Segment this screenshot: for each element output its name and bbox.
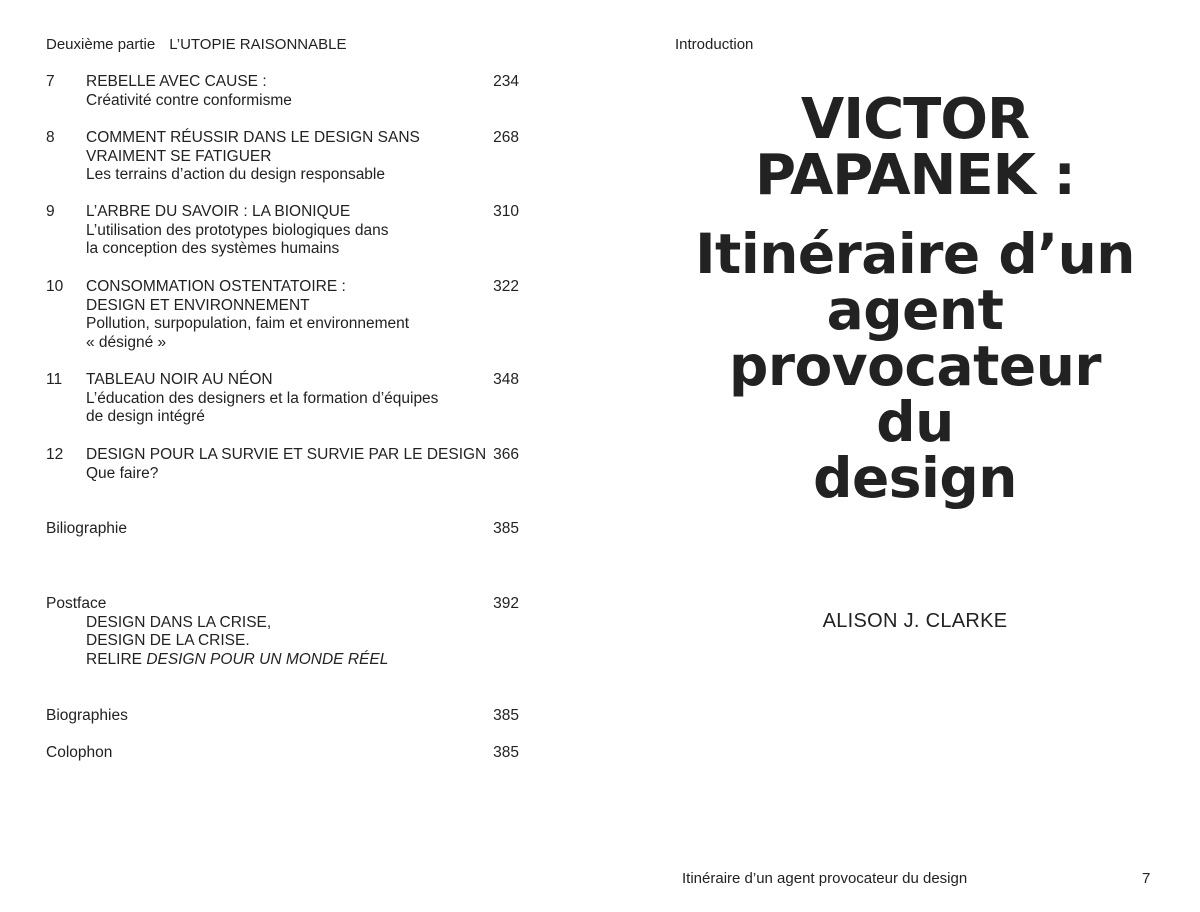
author-name: ALISON J. CLARKE bbox=[822, 610, 1008, 632]
chapter-page-number: 268 bbox=[493, 129, 519, 146]
footer-running-title: Itinéraire d’un agent provocateur du design bbox=[682, 870, 968, 887]
postface-label: Postface bbox=[46, 595, 107, 612]
chapter-page-number: 234 bbox=[493, 73, 519, 90]
chapter-title-line-1: CONSOMMATION OSTENTATOIRE : bbox=[86, 278, 346, 295]
subtitle-line-5: design bbox=[813, 446, 1017, 510]
subtitle-line-4: du bbox=[876, 390, 954, 454]
title-line-2: PAPANEK : bbox=[755, 143, 1075, 208]
chapter-title-line-1: COMMENT RÉUSSIR DANS LE DESIGN SANS bbox=[86, 129, 420, 146]
chapter-number: 8 bbox=[46, 129, 55, 146]
title-subject-name bbox=[600, 87, 1200, 208]
chapter-title: TABLEAU NOIR AU NÉON bbox=[86, 371, 273, 388]
chapter-title-line-2: DESIGN ET ENVIRONNEMENT bbox=[86, 296, 310, 314]
bibliography-page-number: 385 bbox=[493, 520, 519, 537]
chapter-subtitle-line-2: de design intégré bbox=[86, 408, 205, 426]
chapter-number: 12 bbox=[46, 446, 64, 463]
biographies-label: Biographies bbox=[46, 707, 128, 724]
part-title: L’UTOPIE RAISONNABLE bbox=[169, 36, 347, 53]
chapter-page-number: 366 bbox=[493, 446, 519, 463]
subtitle-line-1: Itinéraire d’un bbox=[695, 222, 1135, 286]
chapter-subtitle-line-2: « désigné » bbox=[86, 334, 167, 352]
folio-page-number: 7 bbox=[1142, 870, 1151, 887]
postface-title-line-3 bbox=[86, 651, 486, 670]
chapter-subtitle-line-2: la conception des systèmes humains bbox=[86, 240, 340, 258]
title-line-1: VICTOR bbox=[800, 87, 1030, 152]
title-subtitle bbox=[600, 222, 1200, 510]
chapter-title: DESIGN POUR LA SURVIE ET SURVIE PAR LE DESIGN bbox=[86, 446, 487, 463]
colophon-page-number: 385 bbox=[493, 744, 519, 761]
colophon-label: Colophon bbox=[46, 744, 113, 761]
postface-title bbox=[86, 614, 486, 670]
toc-entry-postface bbox=[46, 595, 519, 675]
subtitle-line-2: agent bbox=[826, 278, 1004, 342]
postface-book-title: DESIGN POUR UN MONDE RÉEL bbox=[146, 651, 389, 669]
running-head: Introduction bbox=[675, 36, 754, 53]
bibliography-label: Biliographie bbox=[46, 520, 127, 537]
postface-page-number: 392 bbox=[493, 595, 519, 612]
postface-line-3-prefix: RELIRE bbox=[86, 651, 147, 669]
chapter-subtitle: Que faire? bbox=[86, 464, 159, 482]
chapter-title: L’ARBRE DU SAVOIR : LA BIONIQUE bbox=[86, 203, 351, 220]
chapter-title-line-2: VRAIMENT SE FATIGUER bbox=[86, 147, 272, 165]
part-header bbox=[46, 35, 347, 54]
chapter-page-number: 322 bbox=[493, 278, 519, 295]
chapter-subtitle-line-1: L’utilisation des prototypes biologiques dans bbox=[86, 221, 389, 239]
subtitle-line-3: provocateur bbox=[728, 334, 1101, 398]
biographies-page-number: 385 bbox=[493, 707, 519, 724]
chapter-number: 10 bbox=[46, 278, 64, 295]
chapter-subtitle-line-1: Pollution, surpopulation, faim et environnement bbox=[86, 315, 410, 333]
postface-title-line-1: DESIGN DANS LA CRISE, bbox=[86, 613, 272, 631]
chapter-page-number: 310 bbox=[493, 203, 519, 220]
right-page-title bbox=[600, 0, 1200, 912]
part-label: Deuxième partie bbox=[46, 36, 156, 53]
chapter-subtitle: Les terrains d’action du design responsable bbox=[86, 166, 385, 184]
chapter-page-number: 348 bbox=[493, 371, 519, 388]
postface-title-line-2: DESIGN DE LA CRISE. bbox=[86, 632, 250, 650]
chapter-subtitle-line-1: L’éducation des designers et la formation d’équipes bbox=[86, 389, 439, 407]
chapter-number: 9 bbox=[46, 203, 55, 220]
chapter-title: REBELLE AVEC CAUSE : bbox=[86, 73, 267, 90]
chapter-subtitle: Créativité contre conformisme bbox=[86, 91, 292, 109]
chapter-number: 11 bbox=[46, 371, 63, 388]
chapter-number: 7 bbox=[46, 73, 55, 90]
